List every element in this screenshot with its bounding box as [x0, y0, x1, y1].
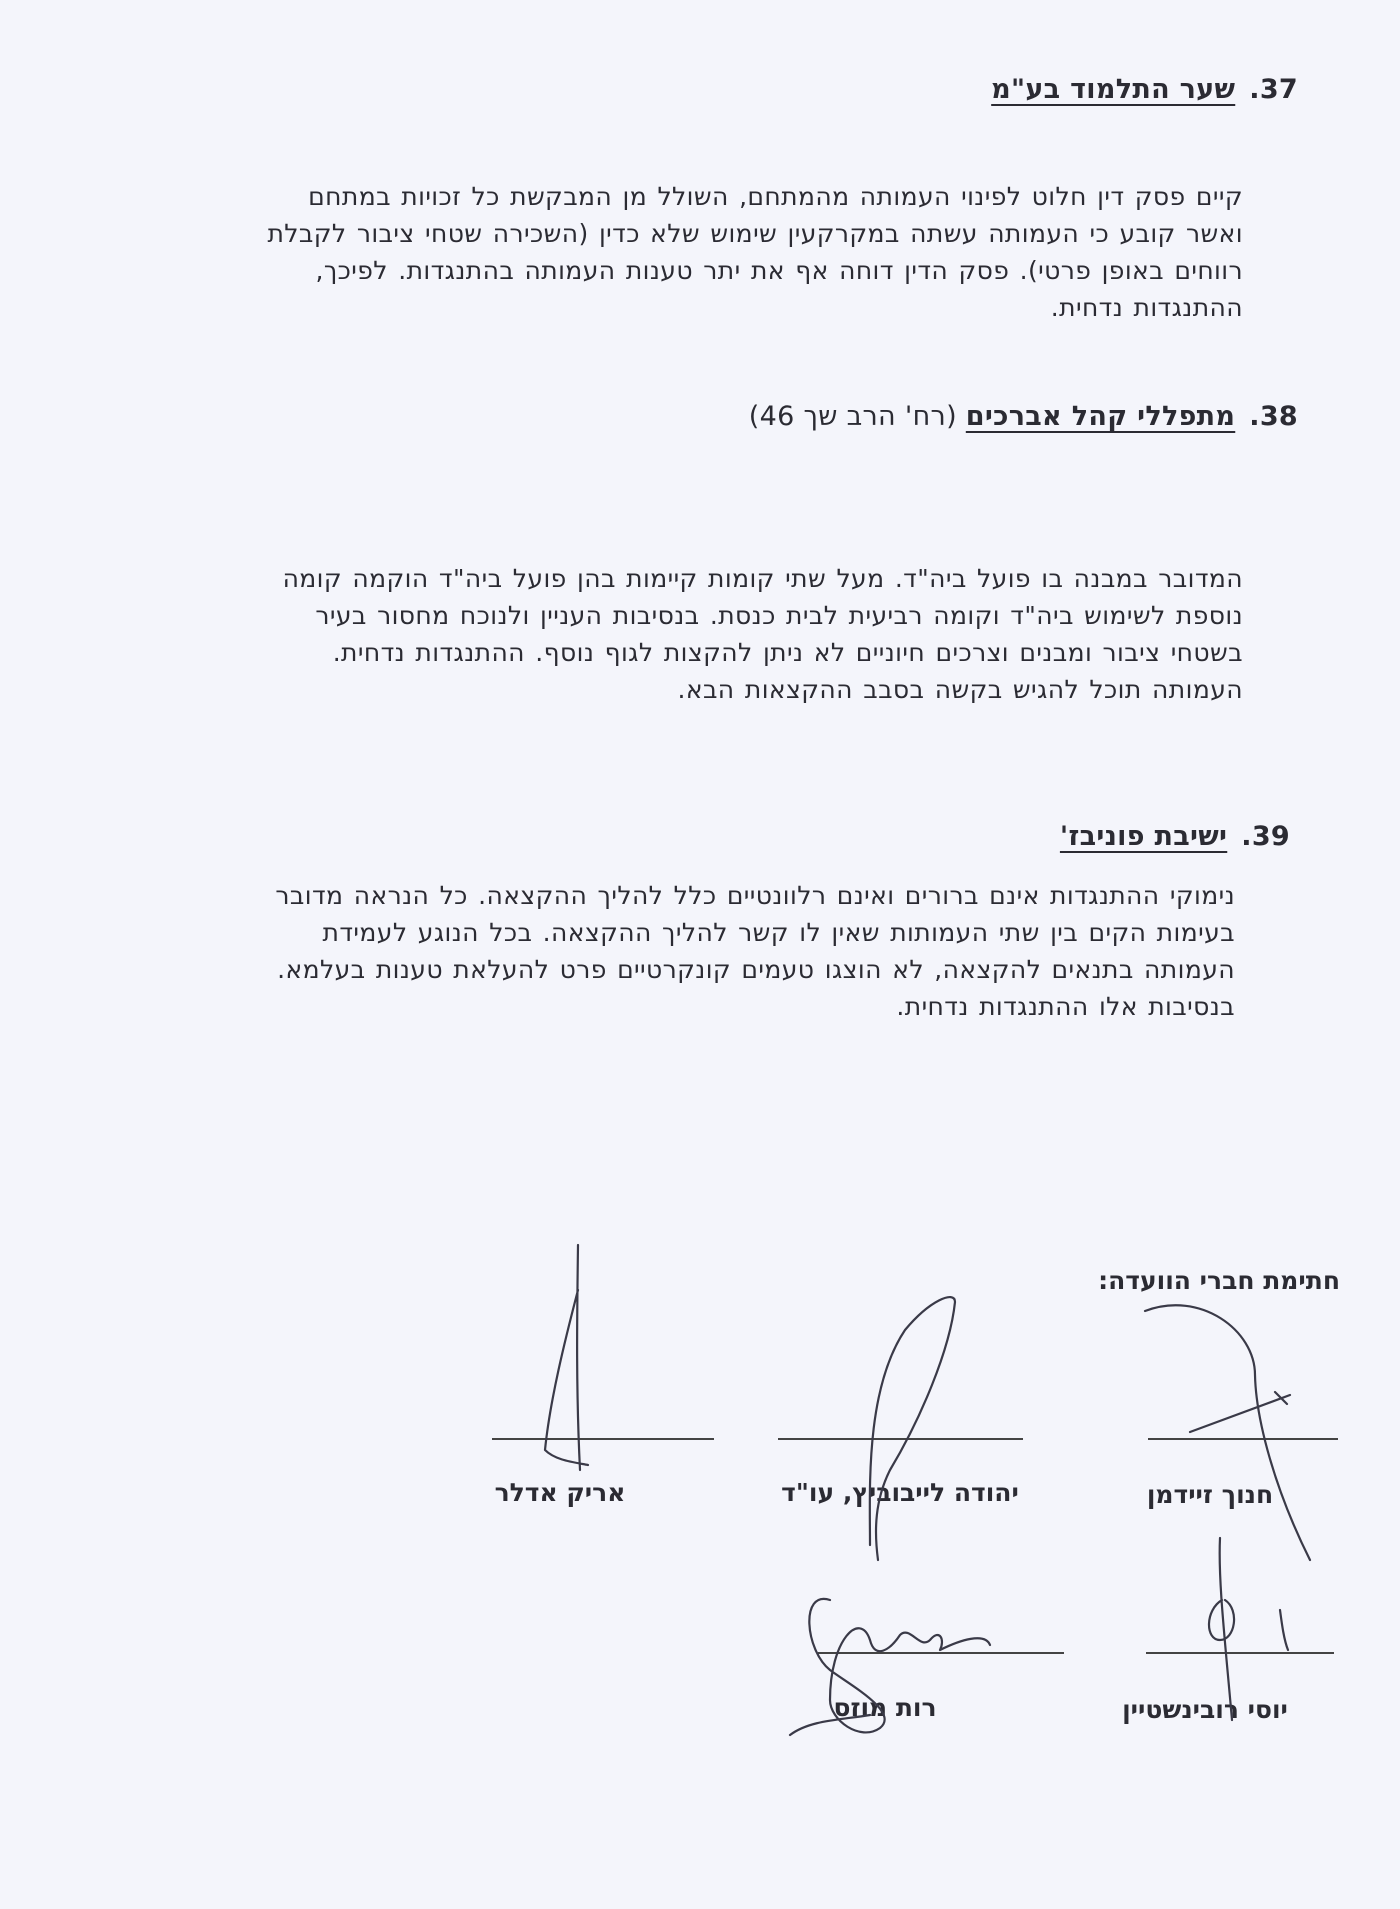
body-line: נוספת לשימוש ביה"ד וקומה רביעית לבית כנסת. בנסיבות העניין ולנוכח מחסור בעיר — [315, 601, 1243, 630]
signature-adler-mark — [545, 1245, 588, 1470]
signatures-heading: חתימת חברי הוועדה: — [1098, 1266, 1340, 1295]
signature-line — [818, 1652, 1064, 1654]
body-line: רווחים באופן פרטי). פסק הדין דוחה אף את יתר טענות העמותה בהתנגדות. לפיכך, — [315, 256, 1243, 285]
section-number: 38. — [1249, 401, 1298, 432]
section-title: ישיבת פוניבז' — [1059, 821, 1228, 852]
body-line: ואשר קובע כי העמותה עשתה במקרקעין שימוש שלא כדין (השכירה שטחי ציבור לקבלת — [267, 219, 1243, 248]
section-number: 39. — [1241, 821, 1290, 852]
signature-leibovitz-mark — [870, 1297, 955, 1560]
signature-line — [1148, 1438, 1338, 1440]
section-37-heading — [991, 74, 1298, 105]
body-line: העמותה תוכל להגיש בקשה בסבב ההקצאות הבא. — [677, 675, 1243, 704]
section-number: 37. — [1249, 74, 1298, 105]
signature-name: רות מוזס — [833, 1693, 937, 1722]
section-39-body — [70, 877, 1235, 1025]
section-39-heading — [1060, 821, 1290, 852]
section-37-body — [83, 178, 1243, 326]
body-line: בעימות הקים בין שתי העמותות שאין לו קשר להליך ההקצאה. בכל הנוגע לעמידת — [322, 918, 1235, 947]
section-title: מתפללי קהל אברכים — [965, 401, 1236, 432]
body-line: נימוקי ההתנגדות אינם ברורים ואינם רלוונטיים כלל להליך ההקצאה. כל הנראה מדובר — [275, 881, 1235, 910]
body-line: קיים פסק דין חלוט לפינוי העמותה מהמתחם, השולל מן המבקשת כל זכויות במתחם — [308, 182, 1243, 211]
signature-rubinstein-mark — [1209, 1538, 1288, 1720]
signature-name: יוסי רובינשטיין — [1122, 1695, 1288, 1724]
body-line: ההתנגדות נדחית. — [1050, 293, 1243, 322]
signature-name: חנוך זיידמן — [1146, 1480, 1274, 1509]
section-title: שער התלמוד בע"מ — [991, 74, 1236, 105]
section-38-heading — [749, 401, 1298, 432]
signature-name: אריק אדלר — [494, 1478, 626, 1507]
signature-name: יהודה לייבוביץ, עו"ד — [781, 1478, 1019, 1507]
body-line: המדובר במבנה בו פועל ביה"ד. מעל שתי קומות קיימות בהן פועל ביה"ד הוקמה קומה — [282, 564, 1243, 593]
signature-line — [492, 1438, 714, 1440]
body-line: העמותה בתנאים להקצאה, לא הוצגו טעמים קונקרטיים פרט להעלאת טענות בעלמא. — [277, 955, 1235, 984]
section-38-body — [143, 560, 1243, 708]
signature-line — [778, 1438, 1023, 1440]
section-address: (רח' הרב שך 46) — [748, 401, 966, 432]
body-line: בשטחי ציבור ומבנים וצרכים חיוניים לא ניתן להקצות לגוף נוסף. ההתנגדות נדחית. — [332, 638, 1243, 667]
signature-zeidman-mark — [1145, 1305, 1310, 1560]
body-line: בנסיבות אלו ההתנגדות נדחית. — [896, 992, 1235, 1021]
signature-line — [1146, 1652, 1334, 1654]
